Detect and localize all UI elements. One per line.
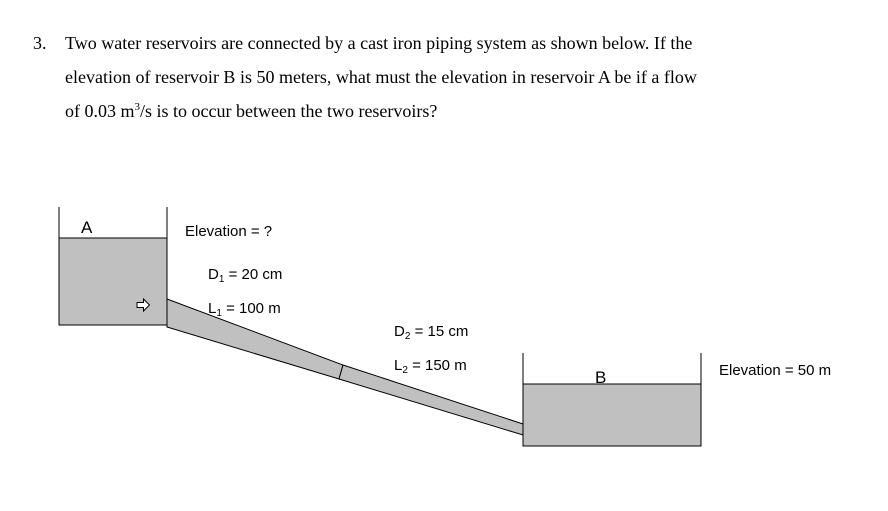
reservoir-a-label: A — [81, 218, 93, 237]
problem-line-2: elevation of reservoir B is 50 meters, what must the elevation in reservoir A be if a flow — [65, 67, 697, 87]
problem-line-3-end: /s is to occur between the two reservoirs? — [140, 101, 438, 121]
reservoir-b-water — [523, 384, 701, 446]
problem-number: 3. — [33, 33, 47, 53]
pipe-2 — [339, 365, 523, 435]
reservoir-b-elevation: Elevation = 50 m — [719, 362, 832, 379]
pipe-2-length: $L_2 = 150$ m — [394, 357, 467, 376]
pipe-1-length: $L_1 = 100$ m — [208, 300, 281, 319]
reservoir-a-elevation: Elevation = ? — [185, 223, 273, 240]
reservoir-b — [523, 353, 701, 446]
reservoir-b-label: B — [595, 368, 607, 387]
pipe-2-diameter: $D_2 = 15$ cm — [394, 323, 469, 342]
reservoir-a — [59, 207, 167, 325]
cubic-superscript: 3 — [134, 101, 140, 113]
problem-line-3-start: of 0.03 m — [65, 101, 135, 121]
problem-line-1: Two water reservoirs are connected by a cast iron piping system as shown below. If the — [65, 33, 693, 53]
reservoir-a-water — [59, 238, 167, 325]
pipe-1-diameter: $D_1 = 20$ cm — [208, 266, 283, 285]
